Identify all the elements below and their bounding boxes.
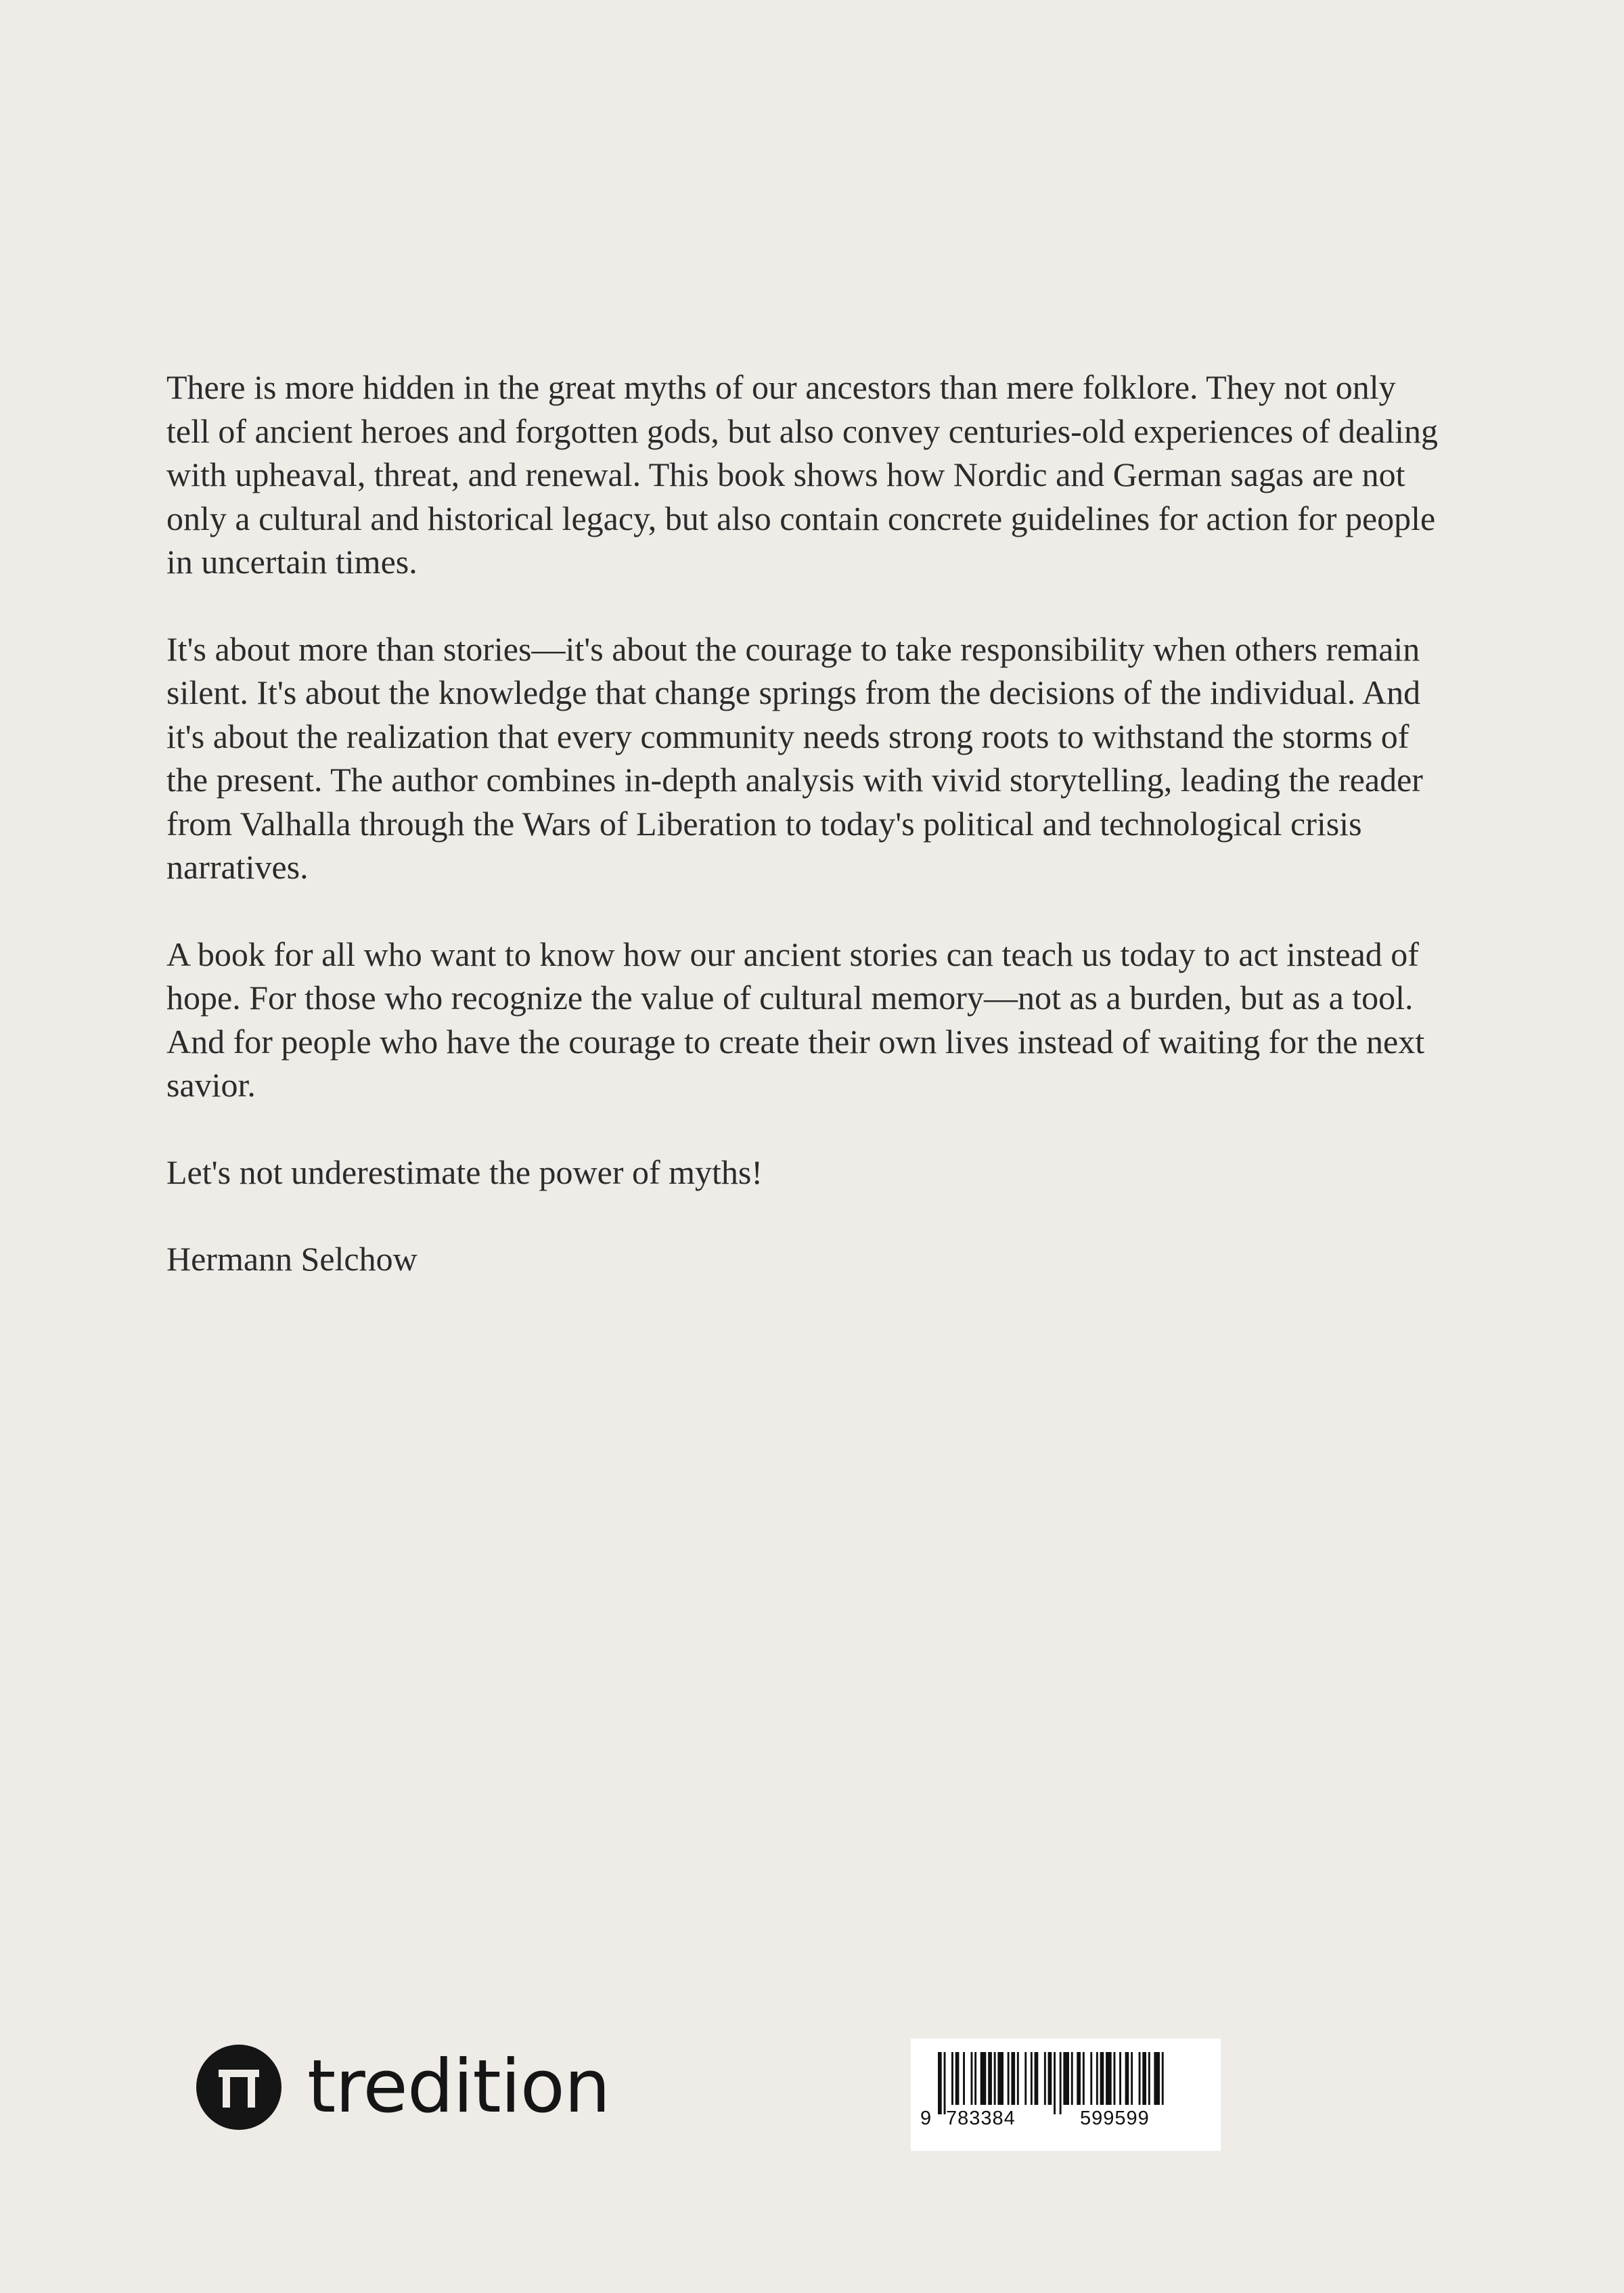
barcode-bar bbox=[1100, 2052, 1104, 2105]
barcode-bar bbox=[1139, 2052, 1141, 2105]
barcode-bar bbox=[1119, 2052, 1121, 2105]
barcode-bar bbox=[944, 2052, 946, 2114]
barcode-bar bbox=[938, 2052, 942, 2114]
barcode-bar bbox=[974, 2052, 976, 2105]
barcode-bar bbox=[1031, 2052, 1033, 2105]
barcode-bar bbox=[994, 2052, 996, 2105]
barcode-bar bbox=[1090, 2052, 1092, 2105]
blurb-paragraph-2: It's about more than stories—it's about the courage to take responsibility when others remain silent. It's about the knowledge that change springs from the decisions of the individual. And it's about the realization that every community needs strong roots to withstand the storms of the present. The author combines in-depth analysis with vivid storytelling, leading the reader from Valhalla through the Wars of Liberation to today's political and technological crisis narratives. bbox=[166, 629, 1423, 886]
author-name: Hermann Selchow bbox=[166, 1240, 418, 1278]
barcode-bar bbox=[1017, 2052, 1019, 2105]
barcode-bar bbox=[1096, 2052, 1098, 2105]
barcode-bar bbox=[955, 2052, 960, 2105]
barcode-bar bbox=[1035, 2052, 1039, 2105]
barcode-bar bbox=[1077, 2052, 1081, 2105]
barcode-bar bbox=[1154, 2052, 1160, 2105]
barcode-bar bbox=[1060, 2052, 1062, 2114]
barcode-bar bbox=[1162, 2052, 1164, 2105]
back-cover-blurb bbox=[166, 365, 1439, 1281]
barcode-bar bbox=[980, 2052, 987, 2105]
blurb-paragraph-3: A book for all who want to know how our ancient stories can teach us today to act instead of hope. For those who recognize the value of cultural memory—not as a burden, but as a tool. And for people who have the courage to create their own lives instead of waiting for the next savior. bbox=[166, 935, 1425, 1104]
barcode-left-digits: 783384 bbox=[946, 2108, 1016, 2129]
barcode-bar bbox=[988, 2052, 992, 2105]
barcode-bar bbox=[1148, 2052, 1150, 2105]
barcode-bars bbox=[911, 2039, 1221, 2151]
barcode-bar bbox=[1106, 2052, 1112, 2105]
blurb-paragraph-1: There is more hidden in the great myths of our ancestors than mere folklore. They not only tell of ancient heroes and forgotten gods, but also convey centuries-old experiences of dealing with upheaval, threat, and renewal. This book shows how Nordic and German sagas are not only a cultural and historical legacy, but also contain concrete guidelines for action for people in uncertain times. bbox=[166, 368, 1439, 581]
barcode-bar bbox=[951, 2052, 953, 2105]
blurb-closing-line: Let's not underestimate the power of myths! bbox=[166, 1153, 763, 1191]
isbn-barcode bbox=[911, 2039, 1221, 2151]
barcode-bar bbox=[1063, 2052, 1069, 2105]
barcode-bar bbox=[1008, 2052, 1010, 2105]
barcode-bar bbox=[1054, 2052, 1056, 2114]
barcode-first-digit: 9 bbox=[920, 2108, 932, 2129]
barcode-bar bbox=[1048, 2052, 1052, 2105]
publisher-logo bbox=[196, 2044, 610, 2131]
barcode-bar bbox=[1131, 2052, 1133, 2105]
barcode-bar bbox=[1024, 2052, 1027, 2105]
tredition-t-logo-icon bbox=[196, 2045, 281, 2130]
barcode-bar bbox=[1125, 2052, 1129, 2105]
barcode-bar bbox=[1071, 2052, 1073, 2105]
barcode-bar bbox=[1044, 2052, 1046, 2105]
publisher-name: tredition bbox=[307, 2045, 610, 2129]
barcode-bar bbox=[1083, 2052, 1085, 2105]
barcode-bar bbox=[997, 2052, 1003, 2105]
barcode-bar bbox=[1011, 2052, 1015, 2105]
barcode-bar bbox=[963, 2052, 965, 2105]
barcode-bar bbox=[1114, 2052, 1116, 2105]
barcode-bar bbox=[971, 2052, 973, 2105]
barcode-bar bbox=[1142, 2052, 1146, 2105]
barcode-right-digits: 599599 bbox=[1080, 2108, 1150, 2129]
